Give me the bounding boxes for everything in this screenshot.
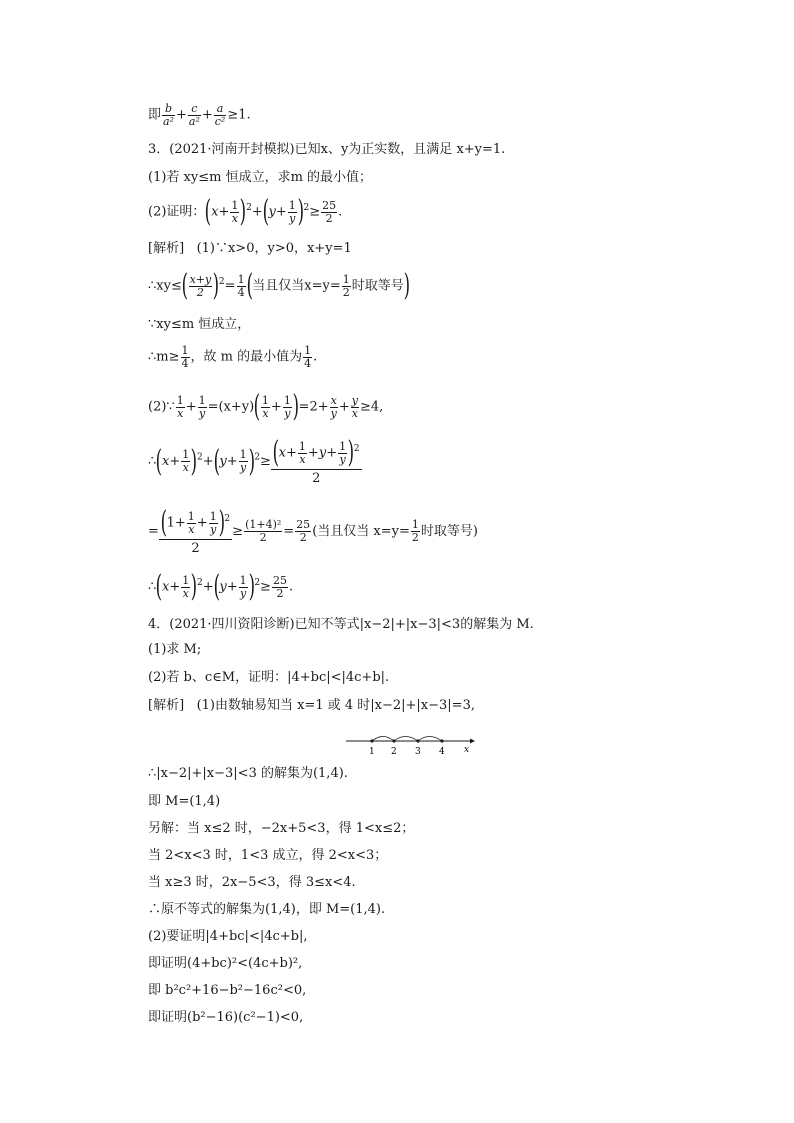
text: =(x+y) — [207, 399, 255, 415]
text: (1)∵x>0，y>0，x+y=1 — [196, 241, 352, 256]
fraction: $\frac{1}{y}$ — [288, 198, 296, 225]
tick-label-2: 2 — [391, 747, 397, 757]
fraction: $\frac{1}{y}$ — [239, 573, 247, 600]
point-4 — [440, 739, 443, 742]
solution-4-line-2: 即 M=(1,4) — [148, 794, 221, 809]
problem-4-q1: (1)求 M; — [148, 642, 202, 657]
solution-3-start — [148, 242, 352, 255]
solution-4-line-5: 当 x≥3 时，2x−5<3，得 3≤x<4. — [148, 875, 356, 890]
problem-3-q2: (2)证明：(x+ $\frac{1}{x}$ )$^2$+(y+ $\frac{1}{y}$ )$^2$≥ $\frac{25}{2}$ . — [148, 194, 343, 229]
text: (1)由数轴易知当 x=1 或 4 时|x−2|+|x−3|=3, — [196, 698, 475, 713]
solution-4-line-3: 另解：当 x≤2 时，−2x+5<3，得 1<x≤2； — [148, 821, 415, 836]
fraction: $\frac{1}{y}$ — [198, 393, 206, 420]
fraction: $\frac{1}{x}$ — [187, 509, 195, 536]
text: ∴xy≤ — [148, 278, 182, 294]
fraction: $\frac{1}{x}$ — [182, 573, 190, 600]
number-line-figure — [346, 733, 476, 757]
fraction: $\frac{1}{2}$ — [342, 272, 350, 299]
fraction: $\frac{1}{y}$ — [239, 448, 247, 474]
tick-label-4: 4 — [439, 747, 445, 757]
fraction: $\frac{1}{4}$ — [237, 272, 245, 299]
fraction: $\frac{1}{y}$ — [209, 509, 217, 536]
point-3 — [416, 739, 419, 742]
text: (2)∵ — [148, 399, 175, 415]
solution-4-line-4: 当 2<x<3 时，1<3 成立，得 2<x<3； — [148, 848, 388, 863]
fraction: $\frac{a}{\text{c²}}$ — [214, 102, 226, 128]
arc — [394, 737, 418, 742]
fraction: $\frac{x+y}{2}$ — [189, 272, 212, 299]
line-constant: ∵xy≤m 恒成立， — [148, 317, 251, 332]
fraction: $\frac{25}{2}$ — [272, 573, 287, 600]
line-part2-start: (2)∵ $\frac{1}{x}$ + $\frac{1}{y}$ =(x+y)( $\frac{1}{x}$ + $\frac{1}{y}$ )=2+ $\frac{x}{y}$ + $\frac{y}{x}$ ≥4, — [148, 389, 384, 424]
text: 时取等号) — [420, 524, 478, 539]
fraction: $\frac{b}{\text{a²}}$ — [163, 102, 174, 128]
fraction: $\frac{x}{y}$ — [330, 393, 337, 420]
text: (当且仅当 x=y= — [312, 524, 410, 539]
fraction: (x+ $\frac{1}{x}$ +y+ $\frac{1}{y}$ )$^2$ 2 — [272, 435, 360, 486]
solution-4-line-6: ∴原不等式的解集为(1,4)，即 M=(1,4). — [148, 902, 386, 917]
line-xy-bound: ∴xy≤( $\frac{x+y}{2}$ )$^2$= $\frac{1}{4}$ (当且仅当x=y= $\frac{1}{2}$ 时取等号) — [148, 268, 410, 303]
solution-4-start — [148, 699, 475, 712]
axis-arrow-icon — [470, 739, 475, 744]
line-cauchy: ∴(x+ $\frac{1}{x}$ )$^2$+(y+ $\frac{1}{y}$ )$^2$≥ (x+ $\frac{1}{x}$ +y+ $\frac{1}{y}$ )$^2$ 2 — [148, 435, 360, 486]
fraction: $\frac{1}{x}$ — [182, 448, 190, 474]
line-equality: = (1+ $\frac{1}{x}$ + $\frac{1}{y}$ )$^2$ 2 ≥ $\frac{\text{(1+4)²}}{2}$ = $\frac{25}{2}$ (当且仅当 x=y= $\frac{1}{2}$ 时取等号) — [148, 505, 478, 556]
fraction: (1+ $\frac{1}{x}$ + $\frac{1}{y}$ )$^2$ 2 — [160, 505, 231, 556]
fraction: $\frac{1}{x}$ — [176, 393, 184, 420]
fraction: $\frac{25}{2}$ — [322, 198, 337, 225]
fraction: $\frac{y}{x}$ — [351, 393, 358, 420]
point-1 — [370, 739, 373, 742]
text: 时取等号 — [351, 278, 404, 294]
axis-label: x — [464, 745, 470, 755]
problem-4-header: 4．(2021·四川资阳诊断)已知不等式|x−2|+|x−3|<3的解集为 M. — [148, 617, 534, 632]
point-2 — [392, 739, 395, 742]
text: ∴m≥ — [148, 349, 180, 365]
solution-4-line-7: (2)要证明|4+bc|<|4c+b|, — [148, 929, 308, 944]
text: (2)证明： — [148, 204, 206, 220]
solution-4-line-1: ∴|x−2|+|x−3|<3 的解集为(1,4). — [148, 766, 348, 781]
fraction: $\frac{1}{2}$ — [411, 518, 419, 544]
fraction: $\frac{1}{x}$ — [231, 198, 239, 225]
line-min-value: ∴m≥ $\frac{1}{4}$ ，故 m 的最小值为 $\frac{1}{4}$ . — [148, 344, 318, 370]
line-part2-conclusion: ∴(x+ $\frac{1}{x}$ )$^2$+(y+ $\frac{1}{y}$ )$^2$≥ $\frac{25}{2}$ . — [148, 569, 294, 604]
fraction: $\frac{1}{x}$ — [298, 439, 306, 466]
arc — [418, 737, 442, 742]
fraction: $\frac{1}{4}$ — [304, 344, 312, 370]
fraction: $\frac{1}{4}$ — [181, 344, 189, 370]
tick-label-3: 3 — [415, 747, 421, 757]
fraction: $\frac{1}{y}$ — [283, 393, 291, 420]
text: ，故 m 的最小值为 — [190, 349, 303, 365]
text: 即 — [148, 107, 162, 123]
arc — [372, 737, 394, 742]
solution-label: [解析] — [148, 698, 185, 713]
fraction: $\frac{25}{2}$ — [296, 518, 311, 544]
fraction: $\frac{1}{x}$ — [261, 393, 269, 420]
text: ≥1. — [227, 107, 251, 123]
line-ineq-conclusion: 即 $\frac{b}{\text{a²}}$ + $\frac{c}{\text{a²}}$ + $\frac{a}{\text{c²}}$ ≥1. — [148, 102, 251, 128]
fraction: $\frac{\text{(1+4)²}}{2}$ — [245, 518, 282, 544]
problem-4-q2: (2)若 b、c∈M，证明：|4+bc|<|4c+b|. — [148, 670, 390, 685]
fraction: $\frac{1}{y}$ — [339, 439, 347, 466]
problem-3-header: 3．(2021·河南开封模拟)已知x、y为正实数，且满足 x+y=1. — [148, 142, 506, 157]
text: ≥4, — [359, 399, 384, 415]
solution-4-line-10: 即证明(b²−16)(c²−1)<0, — [148, 1010, 304, 1025]
problem-3-q1: (1)若 xy≤m 恒成立，求m 的最小值； — [148, 170, 373, 185]
text: 当且仅当x=y= — [252, 278, 341, 294]
tick-label-1: 1 — [369, 747, 375, 757]
solution-4-line-9: 即 b²c²+16−b²−16c²<0, — [148, 983, 307, 998]
fraction: $\frac{c}{\text{a²}}$ — [188, 102, 200, 128]
solution-label: [解析] — [148, 241, 185, 256]
solution-4-line-8: 即证明(4+bc)²<(4c+b)², — [148, 956, 303, 971]
